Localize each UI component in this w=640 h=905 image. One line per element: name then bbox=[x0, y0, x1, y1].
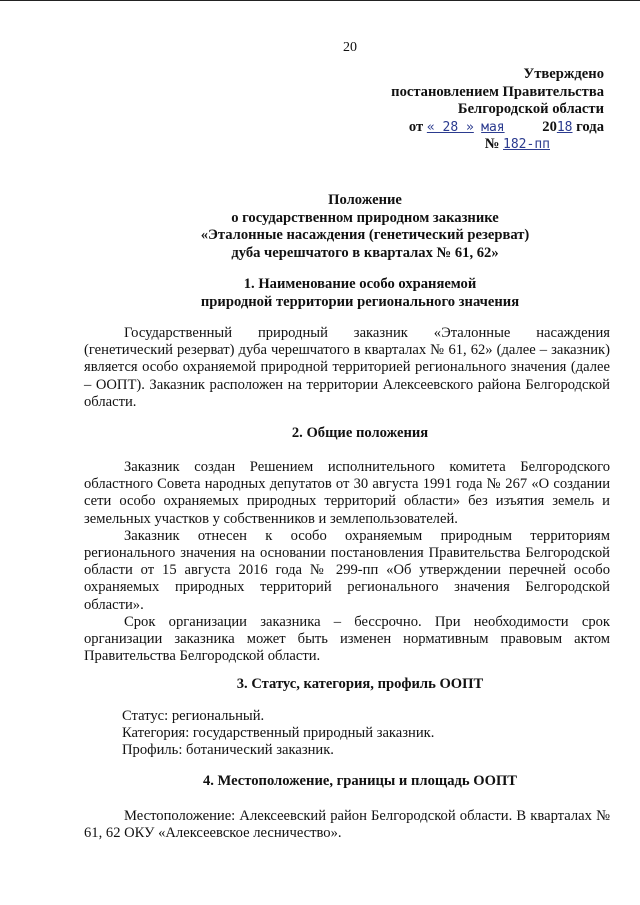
date-day: « 28 » bbox=[426, 119, 474, 135]
approval-block bbox=[344, 66, 604, 154]
number-prefix: № bbox=[484, 136, 500, 152]
number-value: 182-пп bbox=[503, 137, 550, 152]
approval-line-2: постановлением Правительства bbox=[391, 83, 604, 100]
section-1-heading-line-2: природной территории регионального значения bbox=[200, 293, 520, 310]
section-2-body bbox=[84, 459, 610, 665]
section-3-heading: 3. Статус, категория, профиль ООПТ bbox=[236, 676, 484, 692]
section-4-heading: 4. Местоположение, границы и площадь ООПТ bbox=[202, 773, 518, 789]
date-prefix: от bbox=[408, 118, 424, 135]
section-2-paragraph-3: Срок организации заказника – бессрочно. При необходимости срок организации заказника может быть изменен нормативным правовым актом Правительства Белгородской области. bbox=[84, 613, 610, 665]
section-1-heading bbox=[0, 276, 640, 311]
title-line-1: Положение bbox=[328, 192, 402, 208]
document-title bbox=[0, 192, 640, 262]
section-1-body bbox=[84, 325, 610, 411]
page-number: 20 bbox=[343, 40, 357, 55]
approval-number bbox=[344, 136, 604, 154]
title-line-4: дуба черешчатого в кварталах № 61, 62» bbox=[231, 244, 499, 261]
section-3-body bbox=[84, 708, 610, 760]
year-suffix: 18 bbox=[556, 119, 573, 135]
year-word: года bbox=[576, 118, 604, 135]
approval-line-1: Утверждено bbox=[523, 66, 604, 82]
date-month: мая bbox=[481, 119, 505, 135]
title-line-3: «Эталонные насаждения (генетический резерват) bbox=[200, 227, 530, 244]
top-border-line bbox=[0, 0, 640, 1]
approval-date bbox=[344, 119, 604, 137]
section-2-heading: 2. Общие положения bbox=[291, 425, 429, 441]
section-1-heading-line-1: 1. Наименование особо охраняемой bbox=[243, 276, 477, 292]
section-4-body bbox=[84, 808, 610, 842]
year-prefix: 20 bbox=[542, 118, 557, 135]
status-line: Статус: региональный. bbox=[122, 708, 265, 724]
section-4-paragraph-1: Местоположение: Алексеевский район Белгородской области. В кварталах № 61, 62 ОКУ «Алексеевское лесничество». bbox=[84, 808, 610, 842]
category-line: Категория: государственный природный заказник. bbox=[122, 725, 435, 742]
title-line-2: о государственном природном заказнике bbox=[231, 209, 499, 226]
section-2-paragraph-1: Заказник создан Решением исполнительного комитета Белгородского областного Совета народных депутатов от 30 августа 1991 года № 267 «О создании сети особо охраняемых природных территорий области» без изъятия земель и земельных участков у собственников и землепользователей. bbox=[84, 459, 610, 527]
profile-line: Профиль: ботанический заказник. bbox=[122, 742, 334, 759]
section-2-paragraph-2: Заказник отнесен к особо охраняемым природным территориям регионального значения на основании постановления Правительства Белгородской области от 15 августа 2016 года № 299-пп «Об утверждении перечней особо охраняемых природных территорий регионального значения Белгородской области». bbox=[84, 527, 610, 613]
section-1-paragraph-1: Государственный природный заказник «Эталонные насаждения (генетический резерват) дуба черешчатого в кварталах № 61, 62» (далее – заказник) является особо охраняемой природной территорией регионального значения (далее – ООПТ). Заказник расположен на территории Алексеевского района Белгородской области. bbox=[84, 325, 610, 410]
approval-line-3: Белгородской области bbox=[457, 101, 604, 117]
